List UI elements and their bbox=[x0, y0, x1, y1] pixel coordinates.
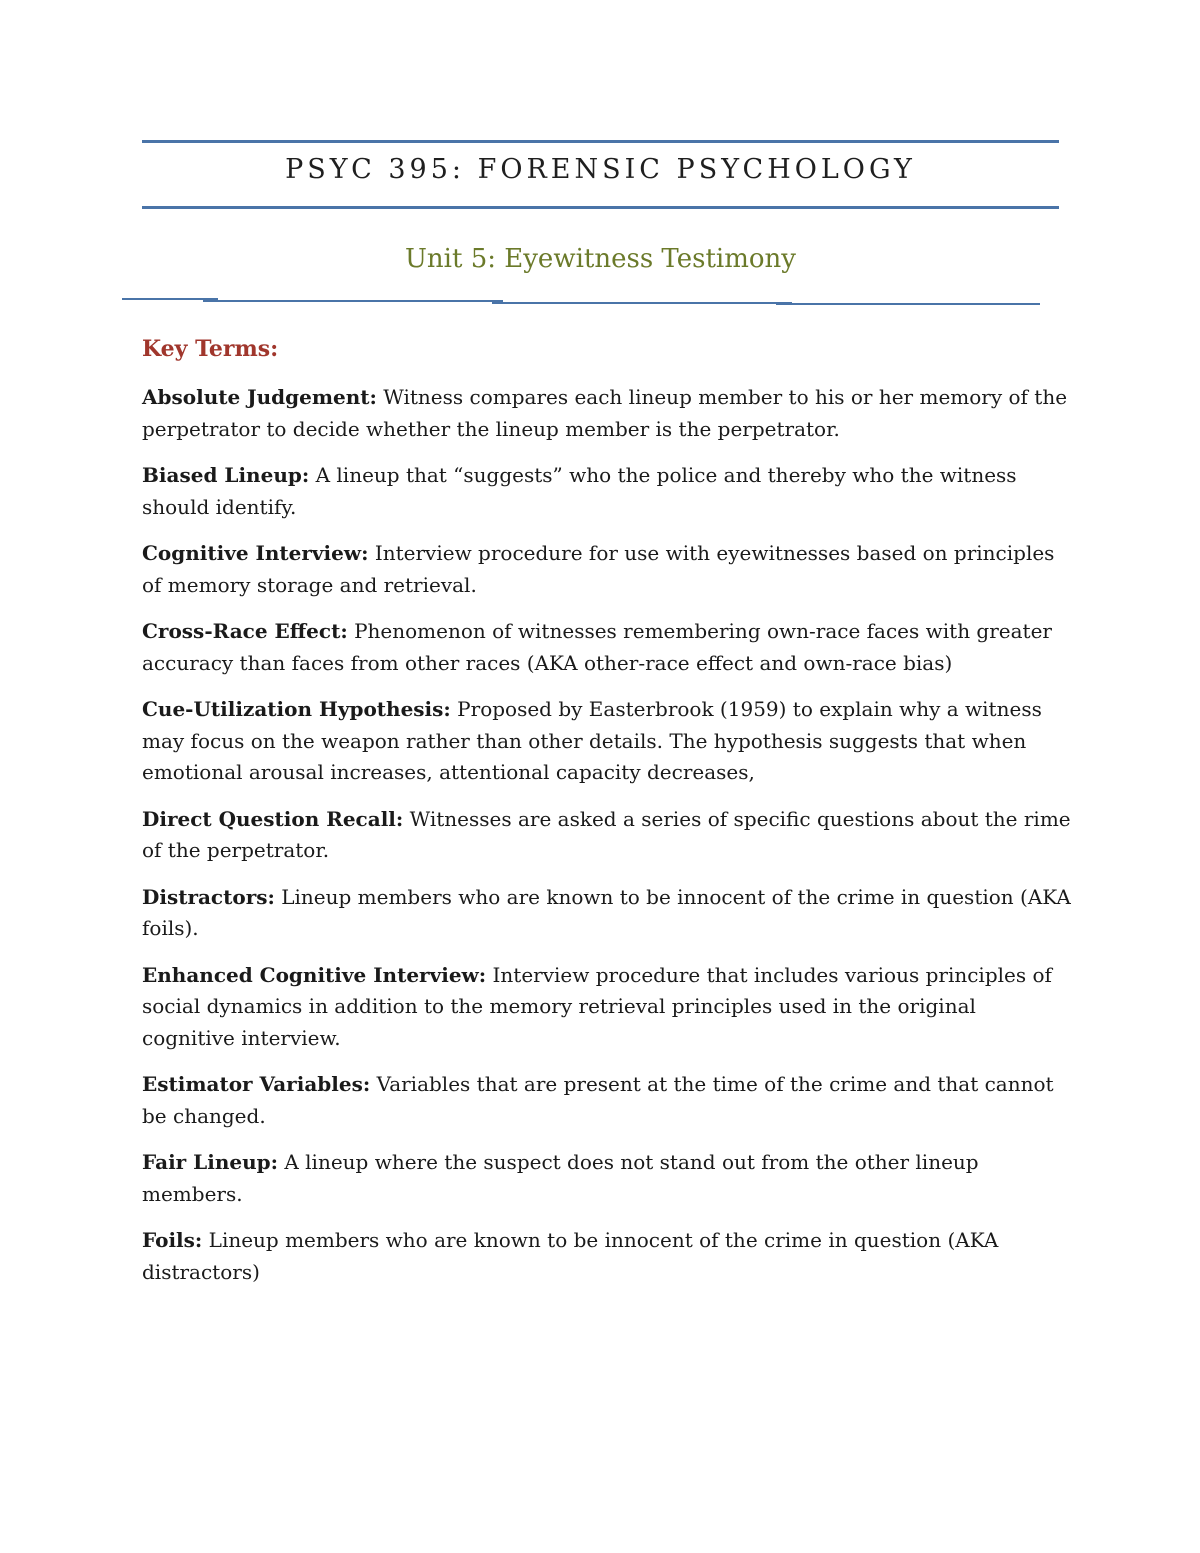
term-entry bbox=[142, 1225, 1072, 1288]
key-terms-heading: Key Terms: bbox=[142, 336, 279, 362]
term-name: Fair Lineup: bbox=[142, 1150, 278, 1174]
terms-list bbox=[142, 382, 1072, 1303]
unit-divider-segment bbox=[203, 300, 503, 302]
term-definition: Interview procedure for use with eyewitnesses based on principles of memory storage and retrieval. bbox=[142, 541, 1055, 597]
term-name: Absolute Judgement: bbox=[142, 385, 377, 409]
term-entry bbox=[142, 804, 1072, 867]
title-bottom-rule bbox=[142, 206, 1059, 209]
term-definition: Variables that are present at the time of the crime and that cannot be changed. bbox=[142, 1072, 1054, 1128]
unit-divider-segment bbox=[492, 302, 792, 304]
term-name: Cue-Utilization Hypothesis: bbox=[142, 697, 451, 721]
term-definition: Lineup members who are known to be innocent of the crime in question (AKA foils). bbox=[142, 884, 1071, 940]
term-entry bbox=[142, 1069, 1072, 1132]
term-entry bbox=[142, 460, 1072, 523]
term-name: Distractors: bbox=[142, 884, 275, 909]
term-definition: Interview procedure that includes various principles of social dynamics in addition to the memory retrieval principles used in the original cognitive interview. bbox=[142, 962, 1052, 1050]
term-definition: Phenomenon of witnesses remembering own-race faces with greater accuracy than faces from other races (AKA other-race effect and own-race bias) bbox=[142, 619, 1052, 675]
term-name: Enhanced Cognitive Interview: bbox=[142, 962, 487, 987]
term-definition: Lineup members who are known to be innocent of the crime in question (AKA distractors) bbox=[142, 1228, 999, 1284]
term-entry bbox=[142, 694, 1072, 789]
term-entry bbox=[142, 960, 1072, 1055]
course-title: PSYC 395: FORENSIC PSYCHOLOGY bbox=[285, 154, 916, 185]
term-entry bbox=[142, 882, 1072, 945]
term-name: Foils: bbox=[142, 1228, 203, 1252]
term-name: Estimator Variables: bbox=[142, 1072, 371, 1096]
term-definition: A lineup that “suggests” who the police and thereby who the witness should identify. bbox=[142, 463, 1017, 519]
unit-title: Unit 5: Eyewitness Testimony bbox=[405, 244, 796, 274]
term-definition: A lineup where the suspect does not stand out from the other lineup members. bbox=[142, 1150, 979, 1206]
term-definition: Witness compares each lineup member to his or her memory of the perpetrator to decide whether the lineup member is the perpetrator. bbox=[142, 385, 1068, 441]
term-entry bbox=[142, 616, 1072, 679]
term-name: Cross-Race Effect: bbox=[142, 619, 348, 643]
title-top-rule bbox=[142, 140, 1059, 143]
term-entry bbox=[142, 1147, 1072, 1210]
unit-divider-segment bbox=[776, 303, 1040, 305]
term-entry bbox=[142, 382, 1072, 445]
term-name: Direct Question Recall: bbox=[142, 806, 404, 831]
term-definition: Proposed by Easterbrook (1959) to explain why a witness may focus on the weapon rather than other details. The hypothesis suggests that when emotional arousal increases, attentional capacity decreases, bbox=[142, 697, 1042, 784]
term-name: Cognitive Interview: bbox=[142, 541, 369, 565]
term-definition: Witnesses are asked a series of specific questions about the rime of the perpetrator. bbox=[142, 806, 1071, 862]
term-entry bbox=[142, 538, 1072, 601]
term-name: Biased Lineup: bbox=[142, 463, 310, 487]
